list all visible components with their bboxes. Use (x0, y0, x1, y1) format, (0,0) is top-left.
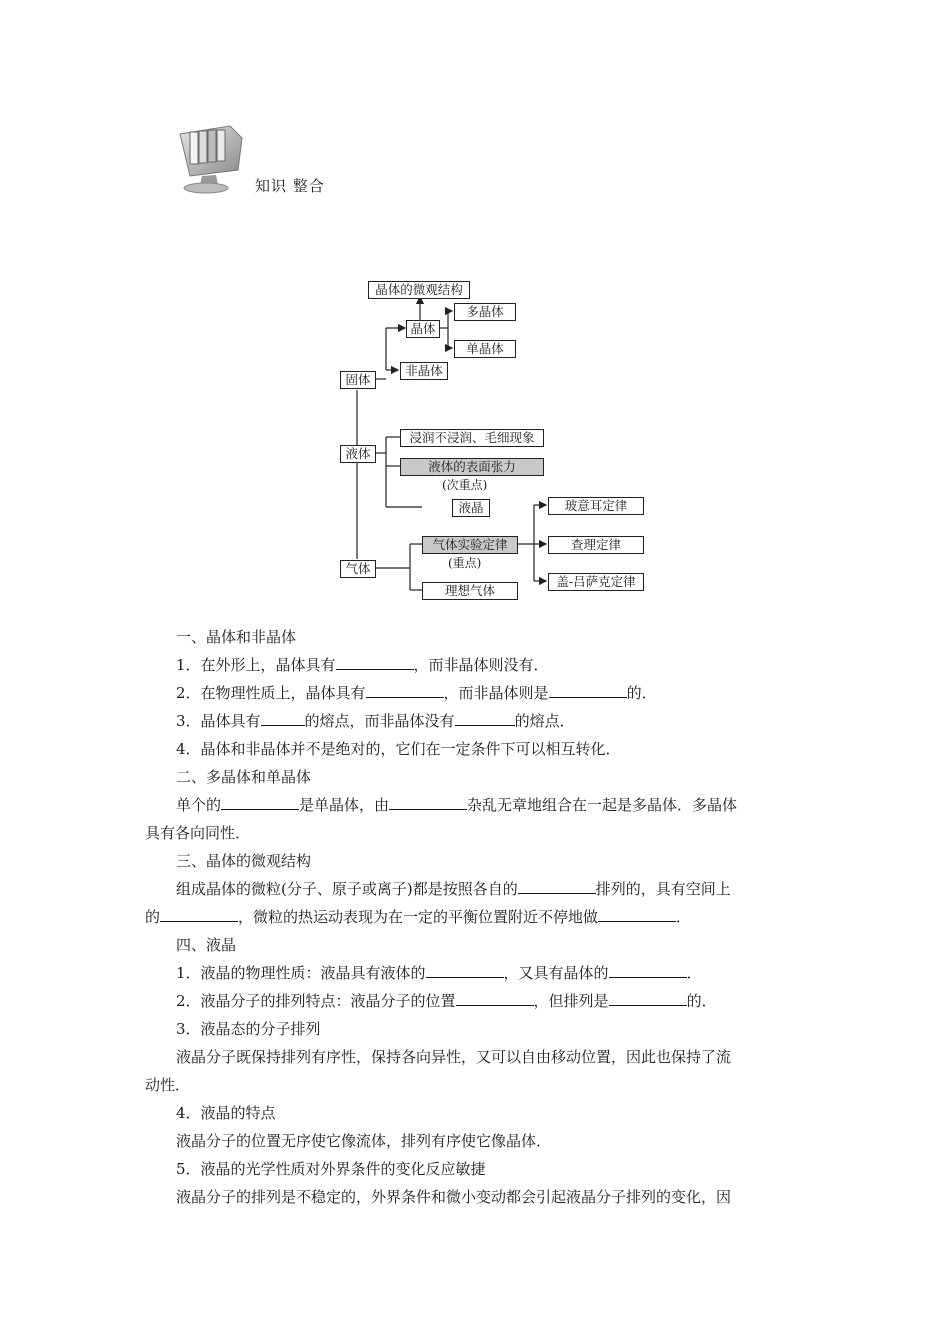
s4-item-3: 3．液晶态的分子排列 (176, 1020, 321, 1038)
blank (598, 909, 676, 922)
concept-diagram (330, 278, 650, 608)
node-single-crystal: 单晶体 (454, 340, 516, 358)
section-3-title: 三、晶体的微观结构 (176, 852, 312, 870)
text: ，但排列是 (533, 992, 609, 1010)
note-key-point: (重点) (448, 556, 482, 570)
text: 是单晶体，由 (299, 796, 390, 814)
blank (609, 993, 687, 1006)
text: 的熔点． (514, 712, 575, 730)
node-boyle-law: 玻意耳定律 (548, 497, 644, 515)
node-solid: 固体 (340, 371, 376, 389)
blank (160, 909, 238, 922)
s4-item-2 (176, 990, 717, 1011)
text: 组成晶体的微粒(分子、原子或离子)都是按照各自的 (176, 880, 518, 898)
node-gay-lussac-law: 盖-吕萨克定律 (548, 573, 644, 591)
blank (426, 965, 504, 978)
blank (261, 713, 305, 726)
node-wetting: 浸润不浸润、毛细现象 (400, 429, 544, 447)
node-gas: 气体 (340, 560, 376, 578)
text: ，而非晶体则没有． (413, 656, 549, 674)
node-liquid: 液体 (340, 445, 376, 463)
s4-item-5-paragraph: 液晶分子的排列是不稳定的，外界条件和微小变动都会引起液晶分子排列的变化，因 (176, 1188, 732, 1206)
text: 1．在外形上，晶体具有 (176, 656, 336, 674)
text: 1．液晶的物理性质：液晶具有液体的 (176, 964, 426, 982)
text: 的． (626, 684, 657, 702)
text: 单个的 (176, 796, 222, 814)
node-gas-laws: 气体实验定律 (422, 536, 518, 554)
blank (336, 657, 414, 670)
note-secondary-key: (次重点) (442, 478, 488, 492)
text: 的 (145, 908, 161, 926)
blank (221, 797, 299, 810)
text: ，又具有晶体的 (503, 964, 609, 982)
text: 2．在物理性质上，晶体具有 (176, 684, 366, 702)
s2-paragraph-line-2: 具有各向同性． (145, 824, 251, 842)
blank (609, 965, 687, 978)
text: 3．晶体具有 (176, 712, 261, 730)
s3-paragraph-line-1 (176, 878, 731, 899)
blank (549, 685, 627, 698)
node-microstructure: 晶体的微观结构 (368, 281, 470, 299)
s4-item-4-paragraph: 液晶分子的位置无序使它像流体，排列有序使它像晶体． (176, 1132, 552, 1150)
text: ，微粒的热运动表现为在一定的平衡位置附近不停地做 (238, 908, 599, 926)
text: 排列的，具有空间上 (595, 880, 731, 898)
s1-item-1 (176, 654, 549, 675)
blank (518, 881, 596, 894)
text: 杂乱无章地组合在一起是多晶体．多晶体 (467, 796, 738, 814)
section-1-title: 一、晶体和非晶体 (176, 628, 297, 646)
bookshelf-monitor-icon (176, 122, 246, 194)
s3-paragraph-line-2 (145, 906, 691, 927)
node-polycrystal: 多晶体 (454, 303, 516, 321)
node-crystal: 晶体 (406, 320, 440, 338)
s4-item-3-paragraph-line-2: 动性． (145, 1076, 191, 1094)
text: 的熔点，而非晶体没有 (304, 712, 455, 730)
section-2-title: 二、多晶体和单晶体 (176, 768, 312, 786)
section-4-title: 四、液晶 (176, 936, 237, 954)
s4-item-3-paragraph-line-1: 液晶分子既保持排列有序性，保持各向异性，又可以自由移动位置，因此也保持了流 (176, 1048, 732, 1066)
s4-item-1 (176, 962, 702, 983)
text: 2．液晶分子的排列特点：液晶分子的位置 (176, 992, 456, 1010)
s4-item-5: 5．液晶的光学性质对外界条件的变化反应敏捷 (176, 1160, 486, 1178)
node-surface-tension: 液体的表面张力 (400, 458, 544, 476)
text: ． (676, 908, 692, 926)
text: ． (686, 964, 702, 982)
node-amorphous: 非晶体 (400, 362, 448, 380)
section-heading: 知识 整合 (255, 177, 325, 195)
s4-item-4: 4．液晶的特点 (176, 1104, 276, 1122)
node-ideal-gas: 理想气体 (422, 582, 518, 600)
blank (366, 685, 444, 698)
s2-paragraph-line-1 (176, 794, 737, 815)
text: 的． (686, 992, 717, 1010)
text: ，而非晶体则是 (443, 684, 549, 702)
node-liquid-crystal: 液晶 (452, 499, 490, 517)
s1-item-2 (176, 682, 657, 703)
s1-item-3 (176, 710, 575, 731)
node-charles-law: 查理定律 (548, 536, 644, 554)
blank (455, 713, 515, 726)
blank (456, 993, 534, 1006)
s1-item-4: 4．晶体和非晶体并不是绝对的，它们在一定条件下可以相互转化． (176, 740, 621, 758)
blank (389, 797, 467, 810)
